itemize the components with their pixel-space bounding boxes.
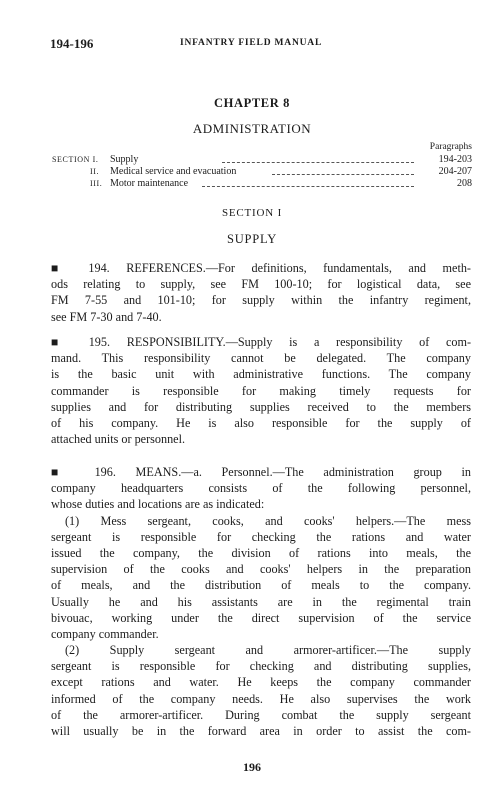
text-line: FM 7-55 and 101-10; for supply within the infantry regiment, (51, 293, 471, 308)
toc-entry-label: Supply (110, 154, 139, 165)
section-title: SUPPLY (226, 232, 278, 246)
toc-row (52, 178, 472, 190)
toc-row (52, 166, 472, 178)
toc-entry-label: Motor maintenance (110, 178, 189, 189)
text-line: whose duties and locations are as indicated: (51, 497, 265, 512)
text-line: company headquarters consists of the following personnel, (51, 481, 471, 496)
table-of-contents (52, 154, 472, 190)
text-line: sergeant is responsible for checking the rations and water (51, 529, 471, 544)
manual-title: INFANTRY FIELD MANUAL (180, 38, 323, 48)
text-line: ods relating to supply, see FM 100-10; for logistical data, see (51, 277, 471, 292)
text-line: bivouac, working under the direct supervision of the service (51, 610, 471, 625)
text-line: will usually be in the forward area in order to assist the com- (51, 724, 471, 738)
toc-section-prefix: SECTION I. (52, 155, 99, 164)
text-line: (1) Mess sergeant, cooks, and cooks' helpers.—The mess (65, 513, 471, 528)
text-line: supplies and for distributing supplies received to the members (51, 399, 471, 414)
toc-leader (272, 174, 414, 175)
text-line: informed of the company needs. He also supervises the work (51, 691, 471, 706)
running-head (50, 36, 474, 54)
paragraph-194 (51, 260, 471, 325)
toc-section-prefix: II. (90, 167, 100, 176)
section-label: SECTION I (221, 207, 283, 219)
toc-section-prefix: III. (90, 179, 103, 188)
paragraph-195 (51, 334, 471, 447)
toc-paragraph-range: 194-203 (438, 154, 472, 165)
page-number: 196 (243, 760, 261, 774)
chapter-label: CHAPTER 8 (214, 96, 290, 110)
text-line: of his company. He is also responsible for the supply of (51, 415, 471, 430)
toc-row (52, 154, 472, 166)
text-line: mand. This responsibility cannot be delegated. The company (51, 351, 471, 366)
text-line: sergeant is responsible for checking and distributing supplies, (51, 659, 471, 674)
chapter-title: ADMINISTRATION (192, 121, 312, 136)
toc-entry-label: Medical service and evacuation (110, 166, 237, 177)
text-line: is the basic unit with administrative functions. The company (51, 367, 471, 382)
text-line: see FM 7-30 and 7-40. (51, 309, 162, 324)
text-line: ■ 195. RESPONSIBILITY.—Supply is a responsibility of com- (51, 335, 471, 349)
text-line: attached units or personnel. (51, 432, 186, 447)
text-line: Usually he and his assistants are in the regimental train (51, 594, 471, 609)
toc-leader (222, 162, 414, 163)
page-range: 194-196 (50, 36, 94, 51)
text-line: issued the company, the division of rations into meals, the (51, 545, 471, 560)
text-line: except rations and water. He keeps the company commander (51, 675, 471, 690)
toc-paragraph-range: 208 (457, 178, 472, 189)
toc-paragraph-range: 204-207 (438, 166, 472, 177)
text-line: of the armorer-artificer. During combat the supply sergeant (51, 707, 471, 722)
toc-paragraphs-header: Paragraphs (429, 142, 472, 152)
text-line: supervision of the cooks and cooks' helpers in the preparation (51, 562, 471, 577)
text-line: company commander. (51, 626, 159, 641)
text-line: of meals, and the distribution of meals to the company. (51, 578, 471, 593)
text-line: ■ 194. REFERENCES.—For definitions, fundamentals, and meth- (51, 261, 471, 275)
text-line: commander is responsible for making timely requests for (51, 383, 471, 398)
text-line: ■ 196. MEANS.—a. Personnel.—The administration group in (51, 465, 471, 479)
toc-leader (202, 186, 414, 187)
paragraph-196 (51, 464, 471, 739)
text-line: (2) Supply sergeant and armorer-artificer.—The supply (65, 643, 471, 658)
